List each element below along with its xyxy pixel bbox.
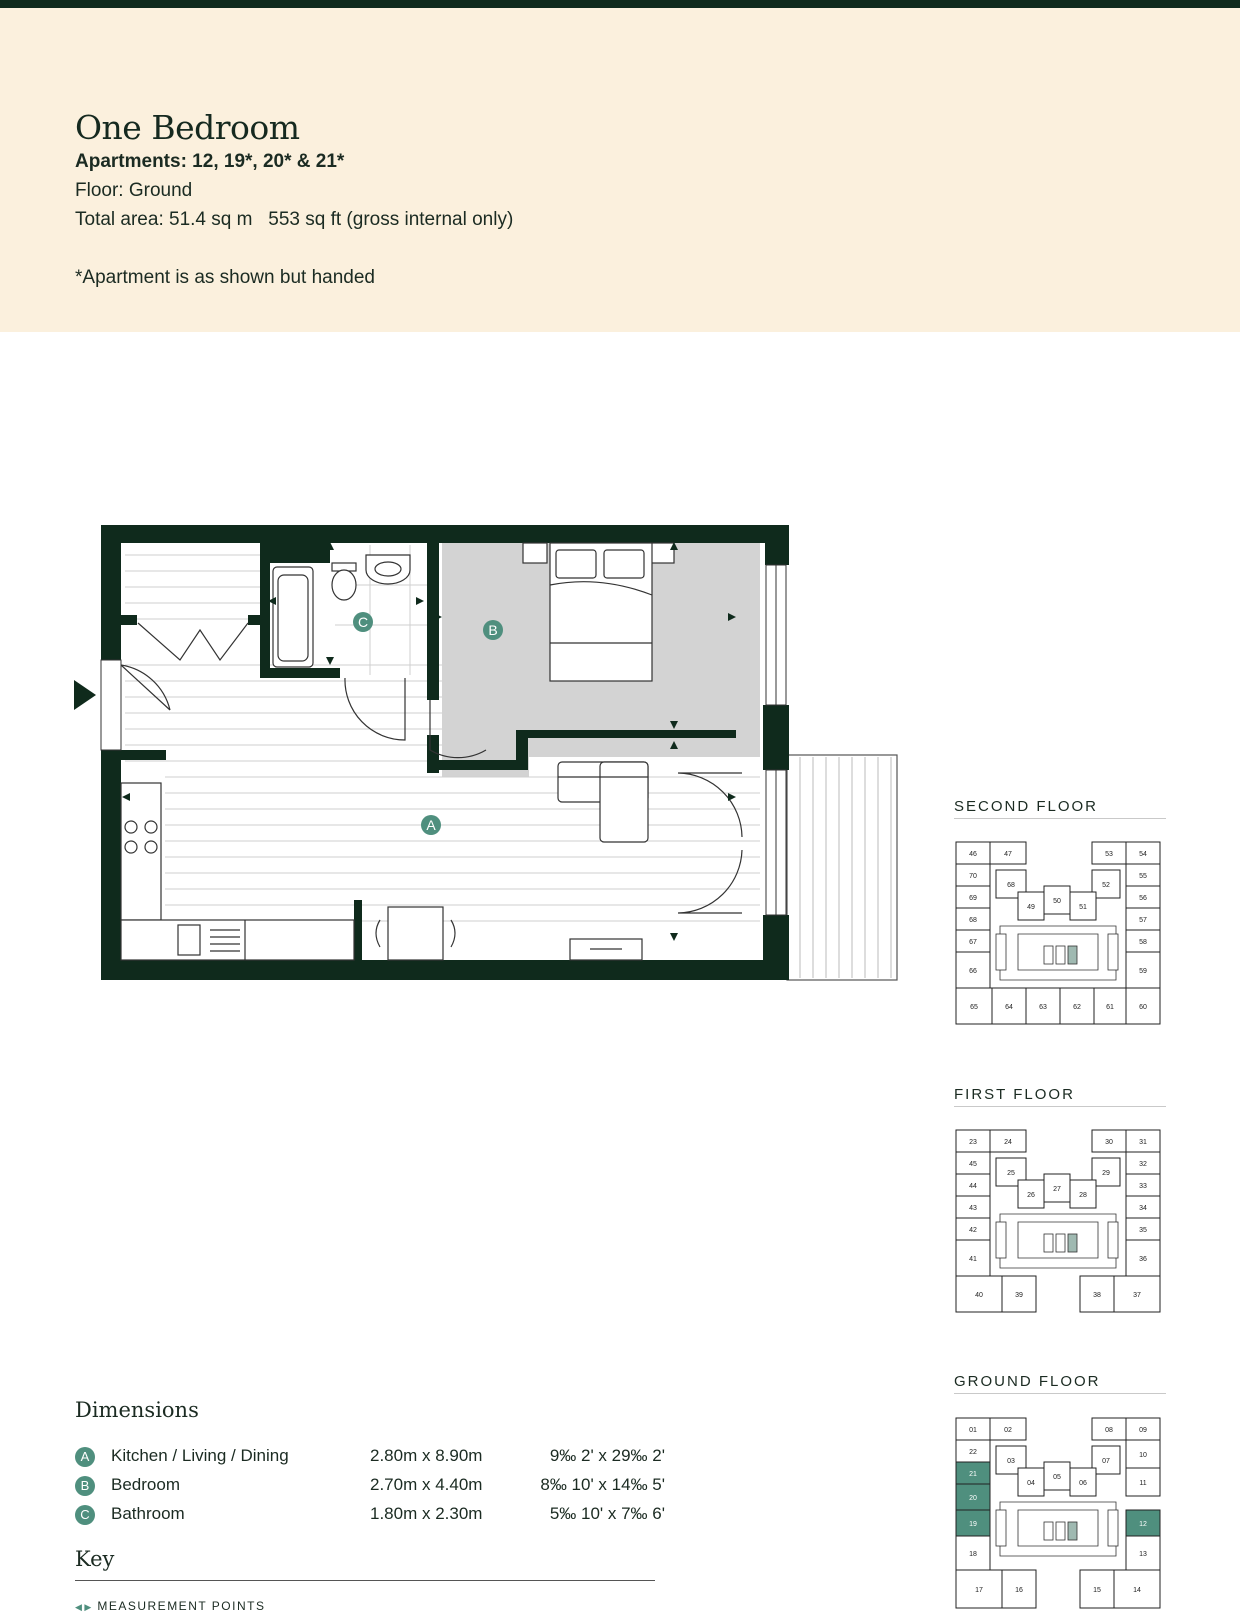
- unit-number: 49: [1027, 904, 1035, 911]
- unit-number: 65: [970, 1004, 978, 1011]
- unit-number: 27: [1053, 1186, 1061, 1193]
- stair-core: [1108, 1510, 1118, 1546]
- unit-number: 61: [1106, 1004, 1114, 1011]
- balcony: [787, 755, 897, 980]
- unit-number: 31: [1139, 1139, 1147, 1146]
- unit-number: 07: [1102, 1458, 1110, 1465]
- dimension-row-b: [75, 1474, 665, 1500]
- unit-number: 12: [1139, 1521, 1147, 1528]
- header-panel: [0, 8, 1240, 332]
- unit-number: 28: [1079, 1192, 1087, 1199]
- ground-floor-plan: [950, 1408, 1170, 1614]
- unit-number: 21: [969, 1471, 977, 1478]
- room-name: Kitchen / Living / Dining: [111, 1446, 289, 1465]
- unit-number: 68: [969, 917, 977, 924]
- unit-number: 38: [1093, 1292, 1101, 1299]
- kitchen-units: [121, 783, 354, 960]
- unit-number: 51: [1079, 904, 1087, 911]
- lift-core: [1056, 1522, 1065, 1540]
- unit-number: 02: [1004, 1427, 1012, 1434]
- unit-number: 08: [1105, 1427, 1113, 1434]
- imperial-size: 9‰ 2' x 29‰ 2': [549, 1446, 665, 1465]
- first-floor-plan: [950, 1126, 1170, 1318]
- key-item-measurement-points: [75, 1599, 265, 1613]
- unit-number: 39: [1015, 1292, 1023, 1299]
- unit-number: 03: [1007, 1458, 1015, 1465]
- lift-core: [1044, 946, 1053, 964]
- unit-number: 42: [969, 1227, 977, 1234]
- ground-floor-rule: [954, 1393, 1166, 1394]
- unit-number: 04: [1027, 1480, 1035, 1487]
- room-badge: B: [75, 1476, 95, 1496]
- unit-number: 36: [1139, 1256, 1147, 1263]
- unit-number: 32: [1139, 1161, 1147, 1168]
- unit-number: 47: [1004, 851, 1012, 858]
- basin-icon: [366, 555, 410, 584]
- unit-number: 46: [969, 851, 977, 858]
- second-floor-rule: [954, 818, 1166, 819]
- lift-core: [1068, 1234, 1077, 1252]
- svg-text:C: C: [357, 614, 369, 630]
- metric-size: 2.70m x 4.40m: [370, 1475, 483, 1494]
- unit-number: 67: [969, 939, 977, 946]
- unit-number: 50: [1053, 898, 1061, 905]
- first-floor-rule: [954, 1106, 1166, 1107]
- unit-number: 05: [1053, 1474, 1061, 1481]
- imperial-size: 5‰ 10' x 7‰ 6': [549, 1504, 665, 1523]
- unit-number: 60: [1139, 1004, 1147, 1011]
- unit-number: 10: [1139, 1452, 1147, 1459]
- room-badge-b: [483, 620, 503, 640]
- unit-number: 64: [1005, 1004, 1013, 1011]
- room-badge-a: [421, 815, 441, 835]
- unit-number: 63: [1039, 1004, 1047, 1011]
- unit-number: 57: [1139, 917, 1147, 924]
- unit-number: 25: [1007, 1170, 1015, 1177]
- room-badge-c: [353, 612, 373, 632]
- toilet-icon: [332, 563, 356, 600]
- unit-number: 58: [1139, 939, 1147, 946]
- floor-line: Floor: Ground: [75, 180, 193, 201]
- ground-floor-title: GROUND FLOOR: [954, 1373, 1101, 1390]
- dining-table-icon: [376, 907, 455, 960]
- room-name: Bathroom: [111, 1504, 185, 1523]
- unit-number: 17: [975, 1587, 983, 1594]
- unit-number: 70: [969, 873, 977, 880]
- unit-number: 24: [1004, 1139, 1012, 1146]
- unit-number: 33: [1139, 1183, 1147, 1190]
- unit-number: 30: [1105, 1139, 1113, 1146]
- first-floor-title: FIRST FLOOR: [954, 1086, 1075, 1103]
- unit-number: 43: [969, 1205, 977, 1212]
- lift-core: [1044, 1522, 1053, 1540]
- total-area-line: Total area: 51.4 sq m 553 sq ft (gross internal only): [75, 209, 514, 230]
- unit-number: 11: [1139, 1480, 1147, 1487]
- unit-number: 52: [1102, 882, 1110, 889]
- lift-core: [1068, 1522, 1077, 1540]
- room-badge: C: [75, 1505, 95, 1525]
- sideboard-icon: [570, 939, 642, 960]
- unit-number: 44: [969, 1183, 977, 1190]
- lift-core: [1056, 1234, 1065, 1252]
- unit-number: 59: [1139, 968, 1147, 975]
- page-title: One Bedroom: [75, 108, 300, 147]
- unit-number: 69: [969, 895, 977, 902]
- measurement-arrows-icon: ◀ ▶: [75, 1602, 92, 1612]
- unit-number: 15: [1093, 1587, 1101, 1594]
- unit-number: 29: [1102, 1170, 1110, 1177]
- unit-number: 09: [1139, 1427, 1147, 1434]
- handed-note: *Apartment is as shown but handed: [75, 267, 375, 288]
- apartment-floorplan: [70, 525, 910, 985]
- dimension-row-a: [75, 1445, 665, 1471]
- top-accent-bar: [0, 0, 1240, 8]
- lift-core: [1044, 1234, 1053, 1252]
- room-name: Bedroom: [111, 1475, 180, 1494]
- stair-core: [996, 1222, 1006, 1258]
- unit-number: 41: [969, 1256, 977, 1263]
- unit-number: 56: [1139, 895, 1147, 902]
- dimensions-title: Dimensions: [75, 1398, 199, 1422]
- unit-number: 35: [1139, 1227, 1147, 1234]
- sofa-icon: [558, 762, 648, 842]
- unit-number: 54: [1139, 851, 1147, 858]
- unit-number: 23: [969, 1139, 977, 1146]
- svg-text:B: B: [488, 622, 498, 638]
- unit-number: 19: [969, 1521, 977, 1528]
- metric-size: 1.80m x 2.30m: [370, 1504, 483, 1523]
- lift-core: [1056, 946, 1065, 964]
- stair-core: [996, 934, 1006, 970]
- unit-number: 18: [969, 1551, 977, 1558]
- svg-text:A: A: [426, 817, 436, 833]
- unit-number: 34: [1139, 1205, 1147, 1212]
- metric-size: 2.80m x 8.90m: [370, 1446, 483, 1465]
- unit-number: 06: [1079, 1480, 1087, 1487]
- unit-number: 20: [969, 1495, 977, 1502]
- second-floor-title: SECOND FLOOR: [954, 798, 1099, 815]
- unit-number: 26: [1027, 1192, 1035, 1199]
- unit-number: 68: [1007, 882, 1015, 889]
- unit-number: 55: [1139, 873, 1147, 880]
- unit-number: 66: [969, 968, 977, 975]
- unit-number: 01: [969, 1427, 977, 1434]
- key-title: Key: [75, 1547, 115, 1571]
- key-rule: [75, 1580, 655, 1581]
- key-item-label: MEASUREMENT POINTS: [97, 1599, 266, 1613]
- unit-number: 16: [1015, 1587, 1023, 1594]
- unit-number: 62: [1073, 1004, 1081, 1011]
- stair-core: [996, 1510, 1006, 1546]
- dimension-row-c: [75, 1503, 665, 1529]
- unit-number: 40: [975, 1292, 983, 1299]
- entrance-arrow-icon: [74, 680, 96, 710]
- stair-core: [1108, 1222, 1118, 1258]
- unit-number: 45: [969, 1161, 977, 1168]
- unit-number: 37: [1133, 1292, 1141, 1299]
- unit-number: 53: [1105, 851, 1113, 858]
- stair-core: [1108, 934, 1118, 970]
- apartments-line: Apartments: 12, 19*, 20* & 21*: [75, 151, 345, 172]
- unit-number: 13: [1139, 1551, 1147, 1558]
- room-badge: A: [75, 1447, 95, 1467]
- lift-core: [1068, 946, 1077, 964]
- unit-number: 22: [969, 1449, 977, 1456]
- unit-number: 14: [1133, 1587, 1141, 1594]
- imperial-size: 8‰ 10' x 14‰ 5': [540, 1475, 665, 1494]
- second-floor-plan: [950, 838, 1170, 1030]
- bathtub-icon: [273, 567, 313, 667]
